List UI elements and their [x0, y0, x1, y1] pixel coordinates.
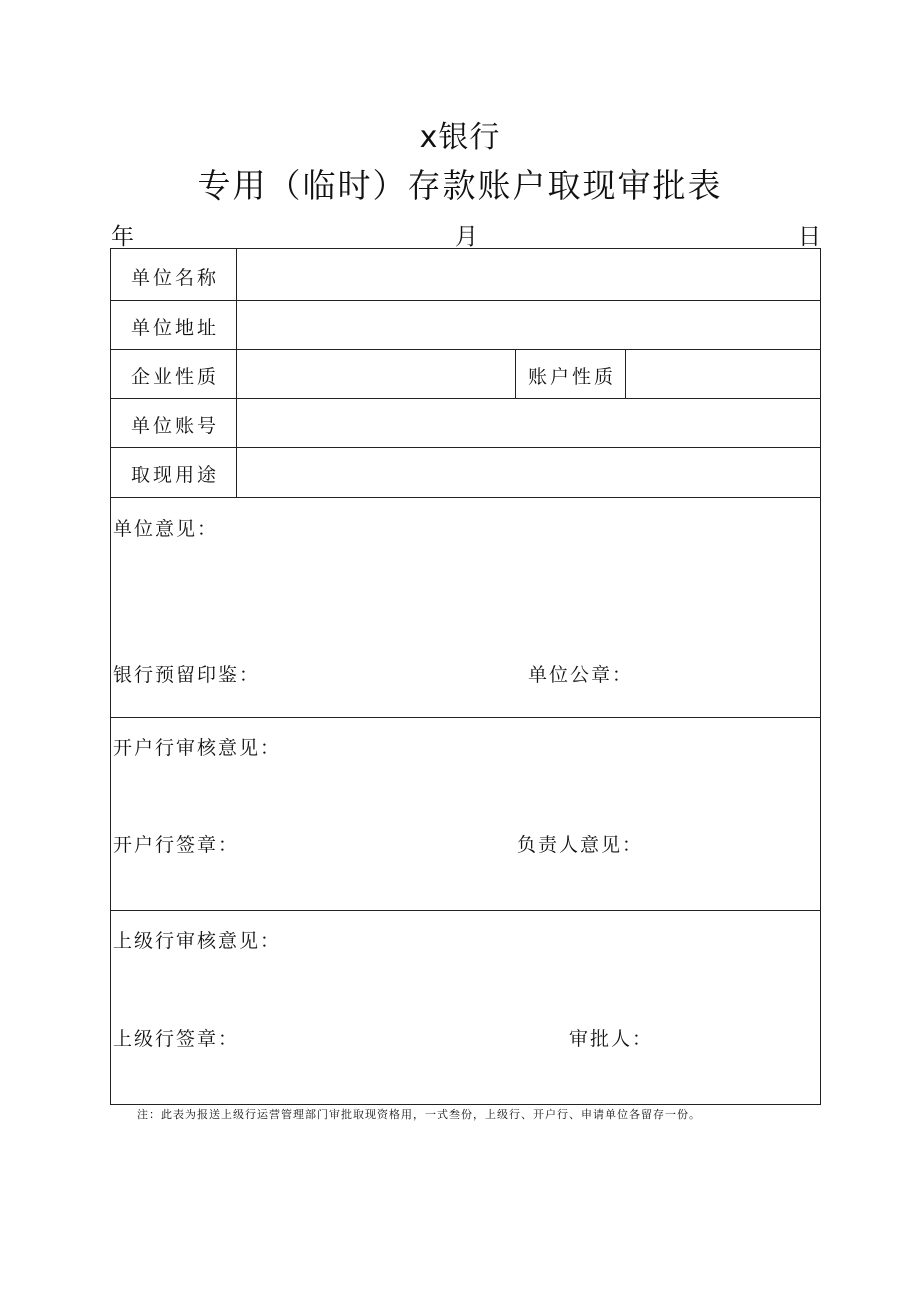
- date-day-label: 日: [798, 224, 821, 250]
- superior-review-label: 上级行审核意见：: [113, 930, 282, 952]
- row-divider: [111, 398, 820, 399]
- withdraw-purpose-label: 取现用途: [131, 464, 220, 486]
- branch-stamp-label: 开户行签章：: [113, 834, 240, 856]
- account-type-label: 账户性质: [528, 366, 617, 388]
- unit-opinion-label: 单位意见：: [113, 518, 219, 540]
- unit-name-label: 单位名称: [131, 267, 220, 289]
- enterprise-type-label: 企业性质: [131, 366, 220, 388]
- date-month-label: 月: [455, 224, 478, 250]
- label-column-divider: [236, 249, 237, 497]
- manager-opinion-label: 负责人意见：: [517, 834, 644, 856]
- approver-label: 审批人：: [569, 1028, 654, 1050]
- row-divider: [111, 349, 820, 350]
- superior-stamp-label: 上级行签章：: [113, 1028, 240, 1050]
- row-divider: [111, 910, 820, 911]
- unit-account-label: 单位账号: [131, 415, 220, 437]
- form-title: 专用（临时）存款账户取现审批表: [197, 166, 723, 205]
- footnote: 注：此表为报送上级行运营管理部门审批取现资格用，一式叁份，上级行、开户行、申请单位各留存一份。: [137, 1108, 701, 1121]
- bank-seal-label: 银行预留印鉴：: [113, 664, 261, 686]
- bank-name: x银行: [419, 120, 501, 155]
- unit-seal-label: 单位公章：: [528, 664, 634, 686]
- account-type-divider-left: [515, 349, 516, 398]
- approval-form-table: [110, 248, 821, 1105]
- row-divider: [111, 497, 820, 498]
- row-divider: [111, 447, 820, 448]
- row-divider: [111, 717, 820, 718]
- date-year-label: 年: [111, 224, 134, 250]
- account-type-divider-right: [625, 349, 626, 398]
- row-divider: [111, 300, 820, 301]
- unit-address-label: 单位地址: [131, 317, 220, 339]
- branch-review-label: 开户行审核意见：: [113, 737, 282, 759]
